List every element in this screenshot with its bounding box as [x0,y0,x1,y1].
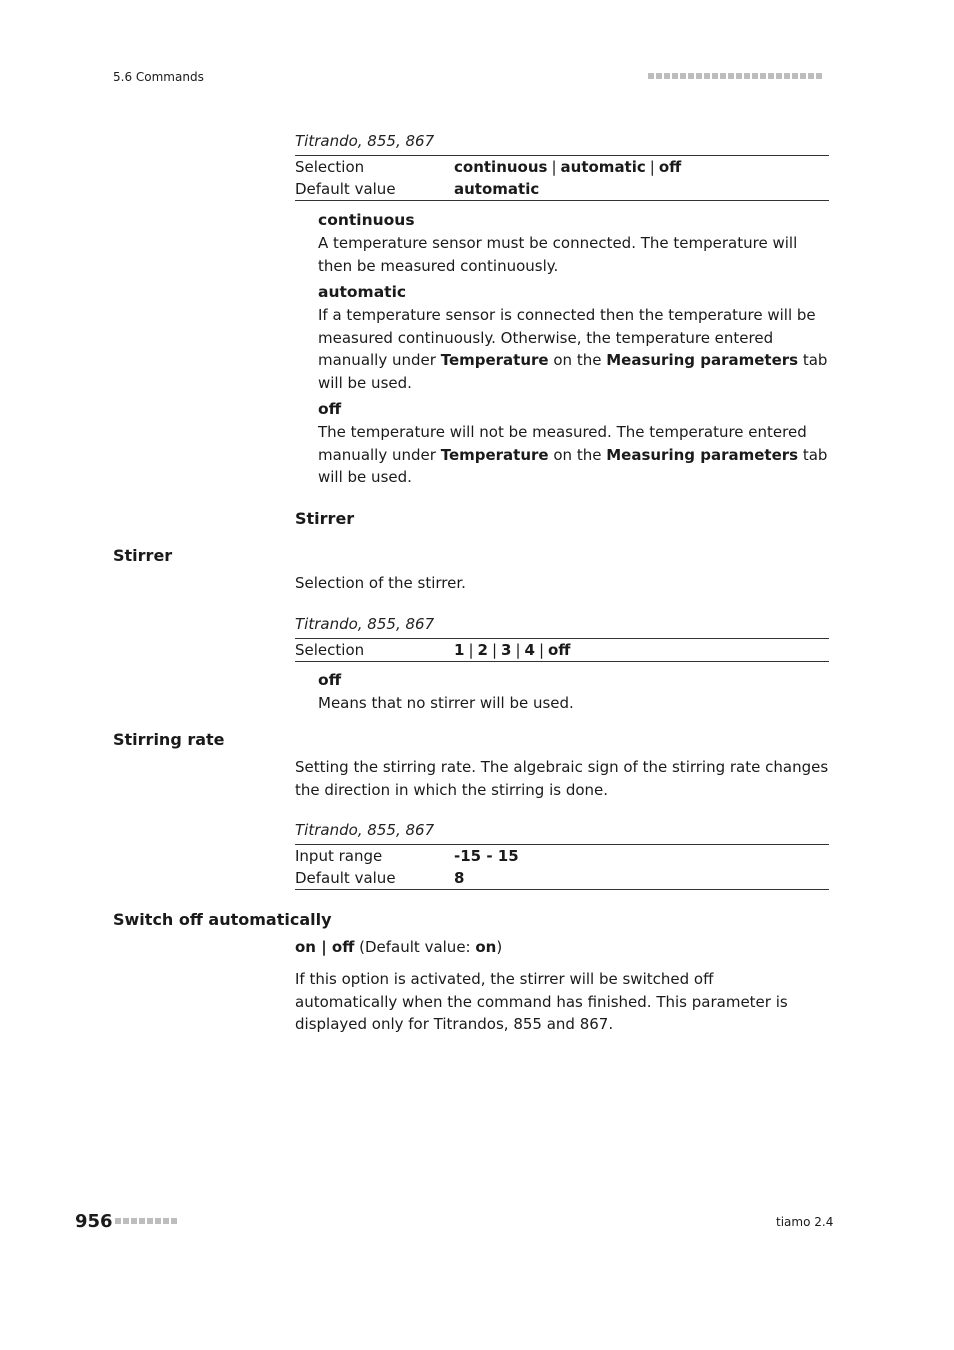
footer-decoration [115,1218,177,1224]
option-name-automatic: automatic [318,283,407,301]
param-desc-stirring-rate: Setting the stirring rate. The algebraic sign of the stirring rate changes the direction in which the stirring is done. [295,758,829,799]
table-row [295,845,829,868]
table-row [295,156,829,179]
page-number: 956 [75,1211,113,1232]
row-value: continuous | automatic | off [454,158,682,176]
row-value: 8 [454,869,465,887]
param-options-switch-off: on | off (Default value: on) [295,938,503,956]
option-desc-off: Means that no stirrer will be used. [318,694,574,712]
option-name-off: off [318,671,342,689]
stirrer-spec-table [295,638,829,662]
option-name-off: off [318,400,342,418]
option-desc-off: The temperature will not be measured. The temperature entered manually under Temperature on the Measuring parameters tab will be used. [318,423,828,486]
header-decoration [648,73,822,79]
temperature-spec-table [295,155,829,201]
row-key: Selection [295,641,365,659]
option-name-continuous: continuous [318,211,415,229]
param-label-stirring-rate: Stirring rate [113,730,225,749]
table-row [295,867,829,890]
running-header-section: 5.6 Commands [113,70,204,84]
row-key: Default value [295,180,396,198]
product-name: tiamo 2.4 [776,1215,834,1229]
table-row [295,178,829,201]
table-caption: Titrando, 855, 867 [295,615,435,633]
table-row [295,639,829,662]
row-value: automatic [454,180,540,198]
stirring-rate-spec-table [295,844,829,890]
option-desc-continuous: A temperature sensor must be connected. The temperature will then be measured continuously. [318,234,798,275]
row-value: 1 | 2 | 3 | 4 | off [454,641,571,659]
row-key: Selection [295,158,365,176]
param-label-stirrer: Stirrer [113,546,173,565]
param-desc-switch-off: If this option is activated, the stirrer will be switched off automatically when the command has finished. This parameter is displayed only for Titrandos, 855 and 867. [295,970,788,1033]
section-heading-stirrer: Stirrer [295,509,355,528]
row-value: -15 - 15 [454,847,519,865]
param-desc-stirrer: Selection of the stirrer. [295,574,466,592]
table-caption: Titrando, 855, 867 [295,132,435,150]
table-caption: Titrando, 855, 867 [295,821,435,839]
row-key: Input range [295,847,383,865]
row-key: Default value [295,869,396,887]
param-label-switch-off: Switch off automatically [113,910,332,929]
option-desc-automatic: If a temperature sensor is connected then the temperature will be measured continuously. Otherwise, the temperature entered manually under Temperature on the Measuring parameters tab will be used. [318,306,828,392]
